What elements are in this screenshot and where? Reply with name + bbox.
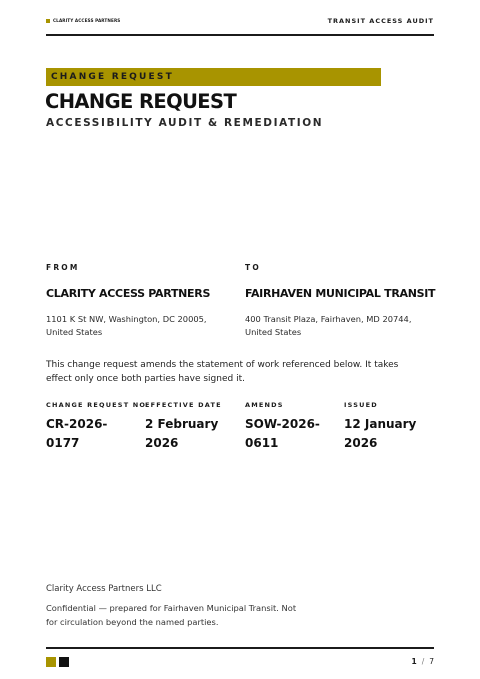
title-band-label: CHANGE REQUEST (51, 72, 174, 82)
to-name: FAIRHAVEN MUNICIPAL TRANSIT (245, 287, 436, 300)
page-number (411, 657, 434, 666)
document-label: TRANSIT ACCESS AUDIT (327, 17, 434, 25)
change-request-no-value: CR-2026-0177 (46, 417, 108, 450)
from-caption: FROM (46, 263, 80, 272)
amends-value: SOW-2026-0611 (245, 417, 320, 450)
page-total: 7 (429, 657, 434, 666)
dark-square-icon (59, 657, 69, 667)
issued-label: ISSUED (344, 401, 378, 409)
intro-paragraph: This change request amends the statement of work referenced below. It takes effect only once both parties have signed it. (46, 360, 399, 384)
from-address: 1101 K St NW, Washington, DC 20005, United States (46, 314, 207, 337)
amends-label: AMENDS (245, 401, 284, 409)
footer-divider (46, 647, 434, 649)
header-divider (46, 34, 434, 36)
brand (46, 18, 120, 23)
effective-date-label: EFFECTIVE DATE (145, 401, 222, 409)
from-name: CLARITY ACCESS PARTNERS (46, 287, 211, 300)
footer-confidentiality: Confidential — prepared for Fairhaven Municipal Transit. Not for circulation beyond the named parties. (46, 603, 297, 627)
accent-square-icon (46, 657, 56, 667)
brand-mark-icon (46, 19, 50, 23)
page-current: 1 (411, 657, 417, 666)
page-title: CHANGE REQUEST (45, 90, 237, 113)
brand-name: CLARITY ACCESS PARTNERS (53, 18, 121, 23)
to-caption: TO (245, 263, 261, 272)
issued-value: 12 January 2026 (344, 417, 417, 450)
page-subtitle: ACCESSIBILITY AUDIT & REMEDIATION (46, 117, 324, 129)
footer-company: Clarity Access Partners LLC (46, 584, 162, 594)
change-request-no-label: CHANGE REQUEST NO. (46, 401, 150, 409)
to-address: 400 Transit Plaza, Fairhaven, MD 20744, United States (245, 314, 412, 337)
page-separator: / (421, 657, 425, 666)
effective-date-value: 2 February 2026 (145, 417, 219, 450)
